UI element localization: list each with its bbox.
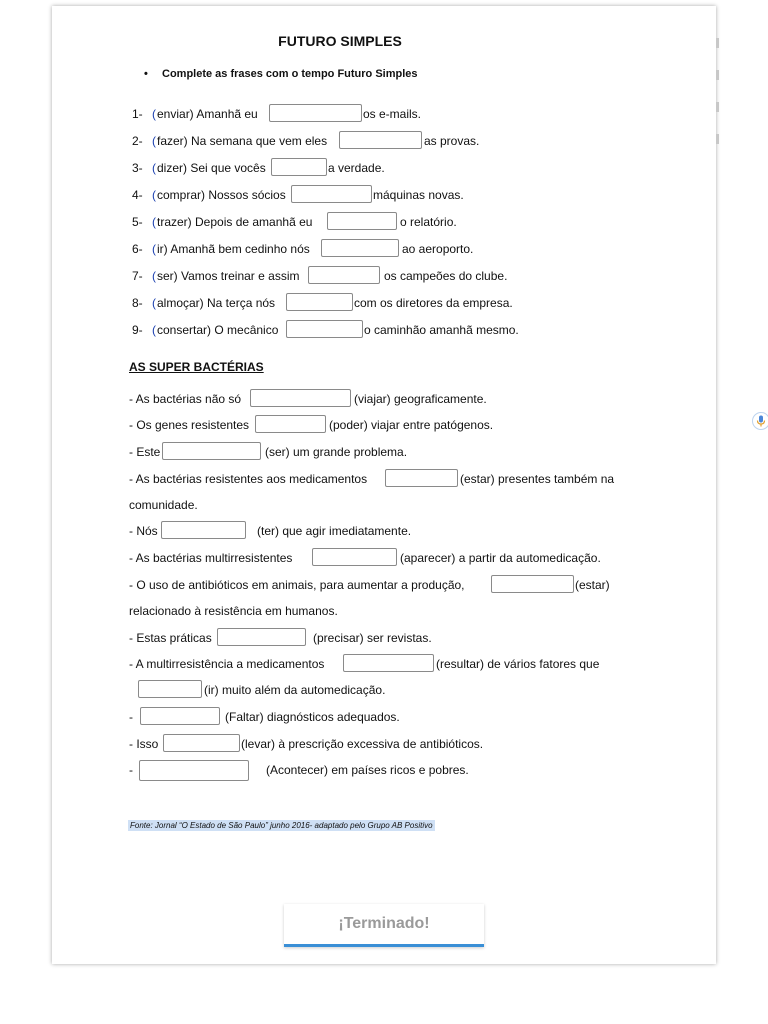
- bullet-icon: •: [144, 68, 148, 80]
- bacteria-row: [129, 760, 689, 780]
- exercise-prompt: trazer) Depois de amanhã eu: [157, 215, 313, 229]
- exercise-suffix: as provas.: [424, 134, 480, 148]
- bacteria-row: [129, 442, 689, 462]
- exercise-number: 8-: [132, 296, 143, 310]
- bacteria-suffix: (estar): [575, 578, 610, 592]
- exercise-prompt: ir) Amanhã bem cedinho nós: [157, 242, 310, 256]
- bacteria-prompt: relacionado à resistência em humanos.: [129, 604, 338, 618]
- answer-blank[interactable]: [163, 734, 240, 752]
- answer-blank[interactable]: [291, 185, 372, 203]
- exercise-prompt: dizer) Sei que vocês: [157, 161, 266, 175]
- paren: (: [152, 188, 156, 202]
- bacteria-suffix: (Faltar) diagnósticos adequados.: [225, 710, 400, 724]
- exercise-suffix: o relatório.: [400, 215, 457, 229]
- bacteria-row: [129, 680, 689, 700]
- answer-blank[interactable]: [312, 548, 397, 566]
- exercise-suffix: máquinas novas.: [373, 188, 464, 202]
- exercise-row: [132, 158, 692, 178]
- scroll-mark: [716, 102, 719, 112]
- bacteria-row: [129, 654, 689, 674]
- answer-blank[interactable]: [250, 389, 351, 407]
- exercise-row: [132, 293, 692, 313]
- answer-blank[interactable]: [308, 266, 380, 284]
- worksheet-title: FUTURO SIMPLES: [278, 33, 402, 49]
- bacteria-prompt: - Os genes resistentes: [129, 418, 250, 432]
- exercise-row: [132, 185, 692, 205]
- bacteria-suffix: (precisar) ser revistas.: [313, 631, 432, 645]
- answer-blank[interactable]: [343, 654, 434, 672]
- bacteria-prompt: - Este: [129, 445, 161, 459]
- bacteria-row: [129, 707, 689, 727]
- exercise-suffix: os e-mails.: [363, 107, 422, 121]
- exercise-number: 3-: [132, 161, 143, 175]
- answer-blank[interactable]: [286, 320, 363, 338]
- instruction: [144, 68, 418, 80]
- bacteria-row: [129, 601, 689, 621]
- bacteria-prompt: - As bactérias resistentes aos medicamentos: [129, 472, 368, 486]
- exercise-prompt: fazer) Na semana que vem eles: [157, 134, 328, 148]
- paren: (: [152, 296, 156, 310]
- answer-blank[interactable]: [217, 628, 306, 646]
- bacteria-prompt: - As bactérias não só: [129, 392, 242, 406]
- answer-blank[interactable]: [269, 104, 362, 122]
- exercise-suffix: os campeões do clube.: [384, 269, 508, 283]
- instruction-text: Complete as frases com o tempo Futuro Simples: [162, 68, 418, 80]
- answer-blank[interactable]: [271, 158, 327, 176]
- answer-blank[interactable]: [139, 760, 249, 781]
- paren: (: [152, 323, 156, 337]
- bacteria-prompt: - Isso: [129, 737, 159, 751]
- bacteria-row: [129, 495, 689, 515]
- exercise-number: 2-: [132, 134, 143, 148]
- section-title: AS SUPER BACTÉRIAS: [129, 360, 264, 374]
- exercise-row: [132, 212, 692, 232]
- bacteria-suffix: (resultar) de vários fatores que: [436, 657, 600, 671]
- bacteria-prompt: -: [129, 710, 133, 724]
- exercise-prompt: almoçar) Na terça nós: [157, 296, 276, 310]
- scroll-mark: [716, 134, 719, 144]
- finish-button[interactable]: ¡Terminado!: [284, 904, 484, 947]
- bacteria-row: [129, 469, 689, 489]
- answer-blank[interactable]: [162, 442, 261, 460]
- microphone-icon[interactable]: [752, 412, 768, 430]
- answer-blank[interactable]: [138, 680, 202, 698]
- bacteria-suffix: (Acontecer) em países ricos e pobres.: [266, 763, 469, 777]
- bacteria-suffix: (aparecer) a partir da automedicação.: [400, 551, 601, 565]
- answer-blank[interactable]: [327, 212, 397, 230]
- bacteria-row: [129, 415, 689, 435]
- answer-blank[interactable]: [385, 469, 458, 487]
- exercise-number: 7-: [132, 269, 143, 283]
- source-citation: Fonte: Jornal “O Estado de São Paulo” junho 2016- adaptado pelo Grupo AB Positivo: [130, 821, 433, 830]
- bacteria-suffix: (ir) muito além da automedicação.: [204, 683, 386, 697]
- exercise-number: 1-: [132, 107, 143, 121]
- bacteria-suffix: (estar) presentes também na: [460, 472, 615, 486]
- exercise-prompt: consertar) O mecânico: [157, 323, 279, 337]
- answer-blank[interactable]: [140, 707, 220, 725]
- bacteria-prompt: comunidade.: [129, 498, 198, 512]
- exercise-prompt: enviar) Amanhã eu: [157, 107, 258, 121]
- exercise-row: [132, 320, 692, 340]
- exercise-number: 6-: [132, 242, 143, 256]
- bacteria-suffix: (poder) viajar entre patógenos.: [329, 418, 494, 432]
- exercise-suffix: com os diretores da empresa.: [354, 296, 513, 310]
- exercise-row: [132, 239, 692, 259]
- answer-blank[interactable]: [286, 293, 353, 311]
- exercise-prompt: ser) Vamos treinar e assim: [157, 269, 300, 283]
- bacteria-suffix: (ser) um grande problema.: [265, 445, 408, 459]
- bacteria-suffix: (levar) à prescrição excessiva de antibióticos.: [241, 737, 484, 751]
- exercise-number: 4-: [132, 188, 143, 202]
- bacteria-prompt: - O uso de antibióticos em animais, para aumentar a produção,: [129, 578, 465, 592]
- exercise-suffix: a verdade.: [328, 161, 385, 175]
- bacteria-row: [129, 575, 689, 595]
- exercise-row: [132, 131, 692, 151]
- paren: (: [152, 269, 156, 283]
- exercise-suffix: o caminhão amanhã mesmo.: [364, 323, 519, 337]
- scroll-mark: [716, 38, 719, 48]
- bacteria-suffix: (ter) que agir imediatamente.: [257, 524, 412, 538]
- bacteria-row: [129, 521, 689, 541]
- exercise-number: 9-: [132, 323, 143, 337]
- bacteria-row: [129, 548, 689, 568]
- paren: (: [152, 161, 156, 175]
- exercise-suffix: ao aeroporto.: [402, 242, 474, 256]
- paren: (: [152, 215, 156, 229]
- exercise-prompt: comprar) Nossos sócios: [157, 188, 286, 202]
- bacteria-prompt: - A multirresistência a medicamentos: [129, 657, 325, 671]
- paren: (: [152, 107, 156, 121]
- bacteria-prompt: -: [129, 763, 133, 777]
- bacteria-prompt: - Estas práticas: [129, 631, 212, 645]
- answer-blank[interactable]: [339, 131, 422, 149]
- answer-blank[interactable]: [255, 415, 326, 433]
- answer-blank[interactable]: [161, 521, 246, 539]
- bacteria-row: [129, 389, 689, 409]
- exercise-row: [132, 266, 692, 286]
- bacteria-prompt: - As bactérias multirresistentes: [129, 551, 293, 565]
- bacteria-row: [129, 628, 689, 648]
- exercise-row: [132, 104, 692, 124]
- bacteria-row: [129, 734, 689, 754]
- answer-blank[interactable]: [491, 575, 574, 593]
- answer-blank[interactable]: [321, 239, 399, 257]
- scroll-mark: [716, 70, 719, 80]
- bacteria-prompt: - Nós: [129, 524, 158, 538]
- paren: (: [152, 242, 156, 256]
- exercise-number: 5-: [132, 215, 143, 229]
- bacteria-suffix: (viajar) geograficamente.: [354, 392, 487, 406]
- paren: (: [152, 134, 156, 148]
